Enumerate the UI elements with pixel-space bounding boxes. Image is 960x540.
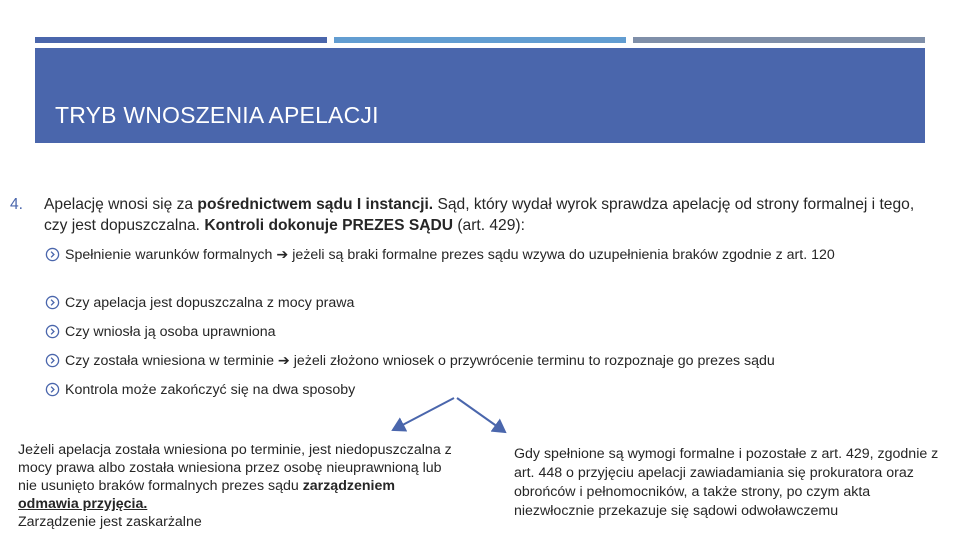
sub-point-text: Kontrola może zakończyć się na dwa sposoby [65, 382, 356, 398]
outcome-rejection-appealable: Zarządzenie jest zaskarżalne [18, 514, 202, 530]
outcome-rejection [18, 441, 458, 531]
main-point-bold-intermediary: pośrednictwem sądu I instancji. [197, 196, 434, 213]
accent-bar-light-blue [334, 37, 626, 43]
sub-point-text [65, 352, 915, 370]
outcome-rejection-text: Jeżeli apelacja została wniesiona po terminie, jest niedopuszczalna z mocy prawa albo została wniesiona przez osobę nieuprawnioną lub nie usunięto braków formalnych prezes sądu [18, 442, 452, 494]
sub-point-text-after: jeżeli złożono wniosek o przywrócenie terminu to rozpoznaje go prezes sądu [289, 353, 775, 369]
outcome-acceptance: Gdy spełnione są wymogi formalne i pozostałe z art. 429, zgodnie z art. 448 o przyjęciu apelacji zawiadamiania się prokuratora oraz obrońców i pełnomocników, a także strony, po czym akta niezwłocznie przekazuje się sądowi odwoławczemu [514, 446, 939, 519]
outcome-rejection-bold-order: zarządzeniem [302, 478, 395, 494]
arrow-right-icon [457, 398, 505, 432]
sub-point-text-before: Spełnienie warunków formalnych [65, 247, 277, 263]
circle-chevron-icon [45, 324, 60, 339]
sub-point-text [65, 246, 915, 264]
sub-point-text: Czy wniosła ją osoba uprawniona [65, 324, 276, 340]
sub-point-text-before: Czy została wniesiona w terminie [65, 353, 278, 369]
sub-point-deadline [45, 352, 915, 370]
sub-point-text: Czy apelacja jest dopuszczalna z mocy prawa [65, 295, 355, 311]
sub-point-formal-requirements [45, 246, 915, 264]
circle-chevron-icon [45, 295, 60, 310]
main-point-part3: Sąd, który wydał wyrok sprawdza apelację od strony formalnej i tego, czy jest dopuszczalna. [44, 196, 915, 234]
main-point-number: 4. [10, 196, 24, 213]
main-point-part1: Apelację wnosi się za [44, 196, 198, 213]
circle-chevron-icon [45, 382, 60, 397]
slide-title: TRYB WNOSZENIA APELACJI [55, 102, 379, 128]
right-arrow-icon: ➔ [276, 247, 289, 263]
accent-bar-dark-blue [35, 37, 327, 43]
accent-bar-gray [633, 37, 925, 43]
sub-point-two-outcomes [45, 381, 915, 399]
outcome-rejection-bold-refuses: odmawia przyjęcia. [18, 496, 148, 512]
main-point-bold-president: Kontroli dokonuje PREZES SĄDU [204, 217, 453, 234]
title-band [35, 48, 925, 143]
right-arrow-icon: ➔ [277, 353, 290, 369]
circle-chevron-icon [45, 353, 60, 368]
sub-point-authorized-person [45, 323, 915, 341]
sub-point-admissible [45, 294, 915, 312]
circle-chevron-icon [45, 247, 60, 262]
sub-point-text-after: jeżeli są braki formalne prezes sądu wzywa do uzupełnienia braków zgodnie z art. 120 [288, 247, 835, 263]
main-point-text [44, 194, 930, 236]
main-point [10, 194, 930, 236]
arrow-left-icon [393, 398, 454, 430]
main-point-part5: (art. 429): [453, 217, 525, 234]
